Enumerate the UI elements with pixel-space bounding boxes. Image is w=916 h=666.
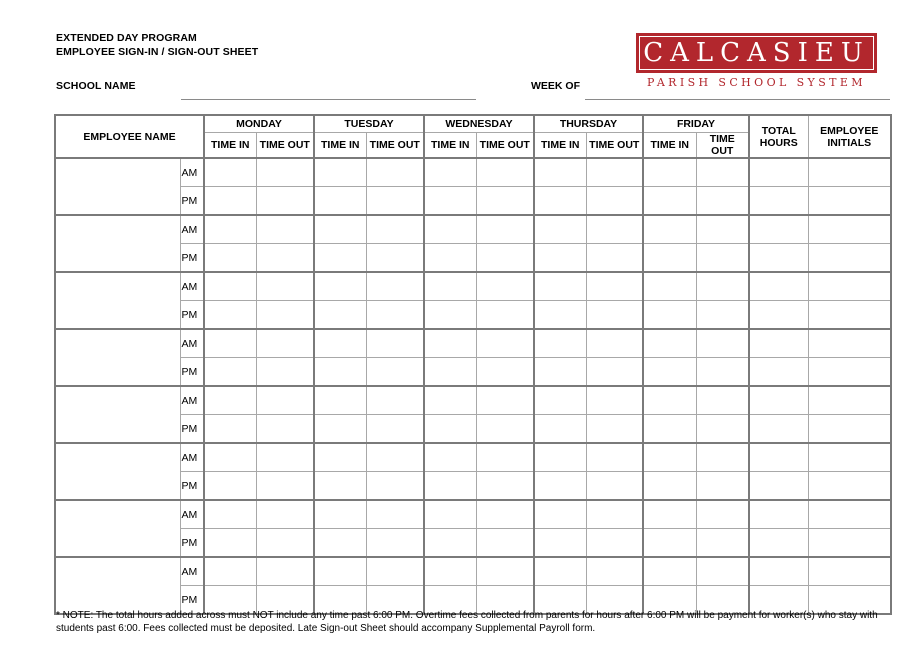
total-hours-cell[interactable] (749, 215, 808, 244)
time-in-cell[interactable] (424, 301, 476, 330)
time-in-cell[interactable] (204, 386, 256, 415)
time-out-cell[interactable] (696, 472, 749, 501)
time-out-cell[interactable] (696, 272, 749, 301)
school-name-field[interactable] (181, 99, 476, 100)
employee-initials-cell[interactable] (808, 244, 891, 273)
time-in-cell[interactable] (424, 244, 476, 273)
employee-name-cell[interactable] (55, 272, 180, 329)
time-out-cell[interactable] (476, 215, 534, 244)
time-out-header: TIME OUT (366, 132, 424, 158)
time-out-cell[interactable] (256, 301, 314, 330)
time-in-cell[interactable] (643, 329, 696, 358)
time-out-cell[interactable] (476, 244, 534, 273)
employee-initials-header: EMPLOYEE INITIALS (808, 115, 891, 158)
time-in-cell[interactable] (643, 415, 696, 444)
am-label: AM (180, 329, 204, 358)
day-header: WEDNESDAY (424, 115, 534, 132)
time-in-cell[interactable] (314, 415, 366, 444)
time-in-cell[interactable] (643, 557, 696, 586)
time-out-cell[interactable] (256, 500, 314, 529)
logo-subtitle: PARISH SCHOOL SYSTEM (647, 76, 866, 89)
time-out-cell[interactable] (696, 443, 749, 472)
total-hours-cell[interactable] (749, 358, 808, 387)
time-out-cell[interactable] (366, 301, 424, 330)
time-out-cell[interactable] (476, 500, 534, 529)
time-in-cell[interactable] (204, 529, 256, 558)
employee-name-cell[interactable] (55, 557, 180, 614)
day-header: THURSDAY (534, 115, 643, 132)
am-label: AM (180, 500, 204, 529)
time-in-cell[interactable] (204, 415, 256, 444)
time-in-header: TIME IN (534, 132, 586, 158)
pm-label: PM (180, 586, 204, 615)
pm-label: PM (180, 529, 204, 558)
time-out-cell[interactable] (586, 187, 643, 216)
time-out-cell[interactable] (366, 386, 424, 415)
employee-am-row (55, 158, 891, 187)
time-out-header: TIME OUT (476, 132, 534, 158)
time-out-header: TIME OUT (256, 132, 314, 158)
time-out-cell[interactable] (696, 386, 749, 415)
employee-pm-row (55, 244, 891, 273)
time-out-cell[interactable] (696, 158, 749, 187)
employee-name-cell[interactable] (55, 329, 180, 386)
time-in-cell[interactable] (314, 215, 366, 244)
time-in-cell[interactable] (534, 529, 586, 558)
time-in-cell[interactable] (643, 500, 696, 529)
am-label: AM (180, 386, 204, 415)
time-in-cell[interactable] (534, 301, 586, 330)
time-out-cell[interactable] (366, 500, 424, 529)
time-in-cell[interactable] (204, 358, 256, 387)
time-out-cell[interactable] (476, 158, 534, 187)
pm-label: PM (180, 187, 204, 216)
employee-am-row (55, 272, 891, 301)
employee-name-cell[interactable] (55, 215, 180, 272)
employee-pm-row (55, 187, 891, 216)
time-in-cell[interactable] (424, 415, 476, 444)
total-hours-cell[interactable] (749, 301, 808, 330)
time-out-cell[interactable] (586, 415, 643, 444)
day-header: MONDAY (204, 115, 314, 132)
employee-initials-cell[interactable] (808, 557, 891, 586)
total-hours-cell[interactable] (749, 386, 808, 415)
time-in-cell[interactable] (534, 443, 586, 472)
time-in-cell[interactable] (424, 358, 476, 387)
time-in-cell[interactable] (643, 244, 696, 273)
employee-initials-cell[interactable] (808, 301, 891, 330)
employee-initials-cell[interactable] (808, 500, 891, 529)
time-out-cell[interactable] (586, 472, 643, 501)
time-in-cell[interactable] (314, 158, 366, 187)
week-of-label: WEEK OF (531, 80, 580, 92)
time-out-cell[interactable] (586, 557, 643, 586)
time-in-cell[interactable] (534, 215, 586, 244)
time-in-cell[interactable] (424, 272, 476, 301)
time-out-cell[interactable] (366, 329, 424, 358)
employee-name-cell[interactable] (55, 443, 180, 500)
am-label: AM (180, 443, 204, 472)
time-out-cell[interactable] (256, 472, 314, 501)
time-out-cell[interactable] (476, 415, 534, 444)
time-in-cell[interactable] (424, 557, 476, 586)
time-in-cell[interactable] (643, 215, 696, 244)
time-in-cell[interactable] (424, 500, 476, 529)
time-in-cell[interactable] (314, 329, 366, 358)
time-out-cell[interactable] (256, 529, 314, 558)
time-out-cell[interactable] (366, 529, 424, 558)
employee-initials-cell[interactable] (808, 272, 891, 301)
time-out-cell[interactable] (476, 301, 534, 330)
sheet-body (55, 158, 891, 614)
time-out-cell[interactable] (366, 472, 424, 501)
total-hours-cell[interactable] (749, 329, 808, 358)
time-out-cell[interactable] (476, 187, 534, 216)
am-label: AM (180, 158, 204, 187)
time-in-cell[interactable] (314, 301, 366, 330)
time-in-cell[interactable] (534, 272, 586, 301)
time-out-cell[interactable] (696, 415, 749, 444)
time-in-header: TIME IN (204, 132, 256, 158)
time-in-cell[interactable] (204, 472, 256, 501)
sheet-title: EMPLOYEE SIGN-IN / SIGN-OUT SHEET (56, 46, 259, 58)
time-out-cell[interactable] (586, 358, 643, 387)
time-in-cell[interactable] (534, 415, 586, 444)
pm-label: PM (180, 415, 204, 444)
time-in-cell[interactable] (424, 187, 476, 216)
employee-initials-cell[interactable] (808, 358, 891, 387)
time-out-header: TIME OUT (586, 132, 643, 158)
time-in-cell[interactable] (643, 472, 696, 501)
time-out-cell[interactable] (586, 386, 643, 415)
time-in-cell[interactable] (534, 557, 586, 586)
pm-label: PM (180, 301, 204, 330)
logo-name: CALCASIEU (643, 38, 870, 68)
employee-initials-cell[interactable] (808, 443, 891, 472)
employee-name-cell[interactable] (55, 386, 180, 443)
time-in-cell[interactable] (424, 443, 476, 472)
time-out-cell[interactable] (476, 272, 534, 301)
time-out-cell[interactable] (586, 329, 643, 358)
time-in-cell[interactable] (204, 158, 256, 187)
time-out-cell[interactable] (256, 386, 314, 415)
time-in-cell[interactable] (534, 244, 586, 273)
time-out-cell[interactable] (366, 415, 424, 444)
time-out-cell[interactable] (256, 158, 314, 187)
time-in-cell[interactable] (204, 244, 256, 273)
pm-label: PM (180, 358, 204, 387)
time-out-cell[interactable] (256, 215, 314, 244)
time-in-header: TIME IN (424, 132, 476, 158)
sign-in-sheet-table (54, 114, 892, 615)
time-in-header: TIME IN (643, 132, 696, 158)
time-out-cell[interactable] (586, 244, 643, 273)
logo-banner (636, 33, 877, 73)
employee-am-row (55, 557, 891, 586)
employee-initials-cell[interactable] (808, 529, 891, 558)
time-in-cell[interactable] (314, 386, 366, 415)
employee-initials-cell[interactable] (808, 158, 891, 187)
time-in-cell[interactable] (314, 272, 366, 301)
employee-name-header: EMPLOYEE NAME (55, 115, 204, 158)
time-in-cell[interactable] (534, 358, 586, 387)
time-out-cell[interactable] (256, 443, 314, 472)
time-out-cell[interactable] (586, 158, 643, 187)
time-in-header: TIME IN (314, 132, 366, 158)
time-in-cell[interactable] (204, 557, 256, 586)
time-out-cell[interactable] (366, 557, 424, 586)
time-in-cell[interactable] (643, 187, 696, 216)
am-label: AM (180, 215, 204, 244)
time-out-cell[interactable] (586, 215, 643, 244)
time-out-header: TIME OUT (696, 132, 749, 158)
day-header: TUESDAY (314, 115, 424, 132)
employee-initials-cell[interactable] (808, 386, 891, 415)
employee-name-cell[interactable] (55, 158, 180, 215)
time-out-cell[interactable] (256, 244, 314, 273)
time-out-cell[interactable] (696, 329, 749, 358)
logo-frame (639, 36, 874, 70)
time-out-cell[interactable] (696, 244, 749, 273)
time-out-cell[interactable] (256, 358, 314, 387)
time-in-cell[interactable] (424, 329, 476, 358)
total-hours-cell[interactable] (749, 415, 808, 444)
time-out-cell[interactable] (586, 301, 643, 330)
time-out-cell[interactable] (696, 557, 749, 586)
time-in-cell[interactable] (424, 158, 476, 187)
time-in-cell[interactable] (314, 500, 366, 529)
time-out-cell[interactable] (256, 329, 314, 358)
time-in-cell[interactable] (424, 472, 476, 501)
time-in-cell[interactable] (534, 158, 586, 187)
total-hours-cell[interactable] (749, 272, 808, 301)
time-in-cell[interactable] (534, 386, 586, 415)
total-hours-cell[interactable] (749, 500, 808, 529)
time-out-cell[interactable] (256, 187, 314, 216)
time-out-cell[interactable] (696, 500, 749, 529)
time-in-cell[interactable] (204, 443, 256, 472)
employee-am-row (55, 443, 891, 472)
time-in-cell[interactable] (204, 187, 256, 216)
time-out-cell[interactable] (366, 272, 424, 301)
time-in-cell[interactable] (643, 272, 696, 301)
employee-initials-cell[interactable] (808, 472, 891, 501)
time-in-cell[interactable] (204, 272, 256, 301)
employee-name-cell[interactable] (55, 500, 180, 557)
time-in-cell[interactable] (424, 386, 476, 415)
total-hours-cell[interactable] (749, 557, 808, 586)
time-out-cell[interactable] (476, 386, 534, 415)
time-out-cell[interactable] (696, 358, 749, 387)
employee-initials-cell[interactable] (808, 329, 891, 358)
employee-initials-cell[interactable] (808, 187, 891, 216)
time-in-cell[interactable] (534, 329, 586, 358)
employee-initials-cell[interactable] (808, 415, 891, 444)
time-out-cell[interactable] (586, 272, 643, 301)
time-out-cell[interactable] (366, 443, 424, 472)
employee-pm-row (55, 472, 891, 501)
time-in-cell[interactable] (204, 500, 256, 529)
employee-pm-row (55, 529, 891, 558)
time-in-cell[interactable] (643, 443, 696, 472)
time-in-cell[interactable] (424, 215, 476, 244)
employee-am-row (55, 500, 891, 529)
time-in-cell[interactable] (643, 358, 696, 387)
total-hours-cell[interactable] (749, 529, 808, 558)
time-in-cell[interactable] (204, 301, 256, 330)
total-hours-cell[interactable] (749, 443, 808, 472)
time-in-cell[interactable] (314, 244, 366, 273)
time-in-cell[interactable] (643, 158, 696, 187)
total-hours-header: TOTAL HOURS (749, 115, 808, 158)
pm-label: PM (180, 472, 204, 501)
week-of-field[interactable] (585, 99, 890, 100)
time-in-cell[interactable] (314, 443, 366, 472)
time-out-cell[interactable] (476, 443, 534, 472)
time-in-cell[interactable] (534, 187, 586, 216)
program-title: EXTENDED DAY PROGRAM (56, 32, 197, 44)
time-in-cell[interactable] (314, 472, 366, 501)
time-out-cell[interactable] (696, 215, 749, 244)
employee-am-row (55, 215, 891, 244)
time-out-cell[interactable] (696, 529, 749, 558)
time-in-cell[interactable] (314, 557, 366, 586)
employee-pm-row (55, 415, 891, 444)
footer-note: * NOTE: The total hours added across must NOT include any time past 6:00 PM. Overtime fees collected from parents for hours after 6:00 PM will be payment for worker(s) who stay with students past 6:00. Fees collected must be deposited. Late Sign-out Sheet should accompany Supplemental Payroll form. (56, 610, 878, 634)
time-out-cell[interactable] (366, 158, 424, 187)
school-name-label: SCHOOL NAME (56, 80, 136, 92)
time-out-cell[interactable] (476, 329, 534, 358)
am-label: AM (180, 557, 204, 586)
total-hours-cell[interactable] (749, 187, 808, 216)
total-hours-cell[interactable] (749, 244, 808, 273)
time-out-cell[interactable] (366, 215, 424, 244)
time-out-cell[interactable] (586, 529, 643, 558)
time-in-cell[interactable] (534, 472, 586, 501)
time-out-cell[interactable] (256, 415, 314, 444)
time-in-cell[interactable] (204, 215, 256, 244)
time-out-cell[interactable] (476, 358, 534, 387)
time-in-cell[interactable] (314, 358, 366, 387)
time-in-cell[interactable] (314, 529, 366, 558)
time-out-cell[interactable] (476, 557, 534, 586)
time-out-cell[interactable] (366, 244, 424, 273)
time-in-cell[interactable] (643, 386, 696, 415)
total-hours-cell[interactable] (749, 158, 808, 187)
time-out-cell[interactable] (256, 557, 314, 586)
time-out-cell[interactable] (366, 187, 424, 216)
time-out-cell[interactable] (586, 500, 643, 529)
am-label: AM (180, 272, 204, 301)
time-out-cell[interactable] (476, 529, 534, 558)
time-out-cell[interactable] (256, 272, 314, 301)
employee-pm-row (55, 358, 891, 387)
day-header: FRIDAY (643, 115, 749, 132)
time-out-cell[interactable] (366, 358, 424, 387)
employee-am-row (55, 329, 891, 358)
employee-pm-row (55, 301, 891, 330)
employee-am-row (55, 386, 891, 415)
calcasieu-logo (636, 33, 877, 91)
total-hours-cell[interactable] (749, 472, 808, 501)
time-out-cell[interactable] (696, 187, 749, 216)
time-in-cell[interactable] (424, 529, 476, 558)
time-in-cell[interactable] (534, 500, 586, 529)
time-in-cell[interactable] (643, 529, 696, 558)
time-out-cell[interactable] (586, 443, 643, 472)
time-in-cell[interactable] (204, 329, 256, 358)
pm-label: PM (180, 244, 204, 273)
time-out-cell[interactable] (696, 301, 749, 330)
time-in-cell[interactable] (643, 301, 696, 330)
time-in-cell[interactable] (314, 187, 366, 216)
employee-initials-cell[interactable] (808, 215, 891, 244)
time-out-cell[interactable] (476, 472, 534, 501)
